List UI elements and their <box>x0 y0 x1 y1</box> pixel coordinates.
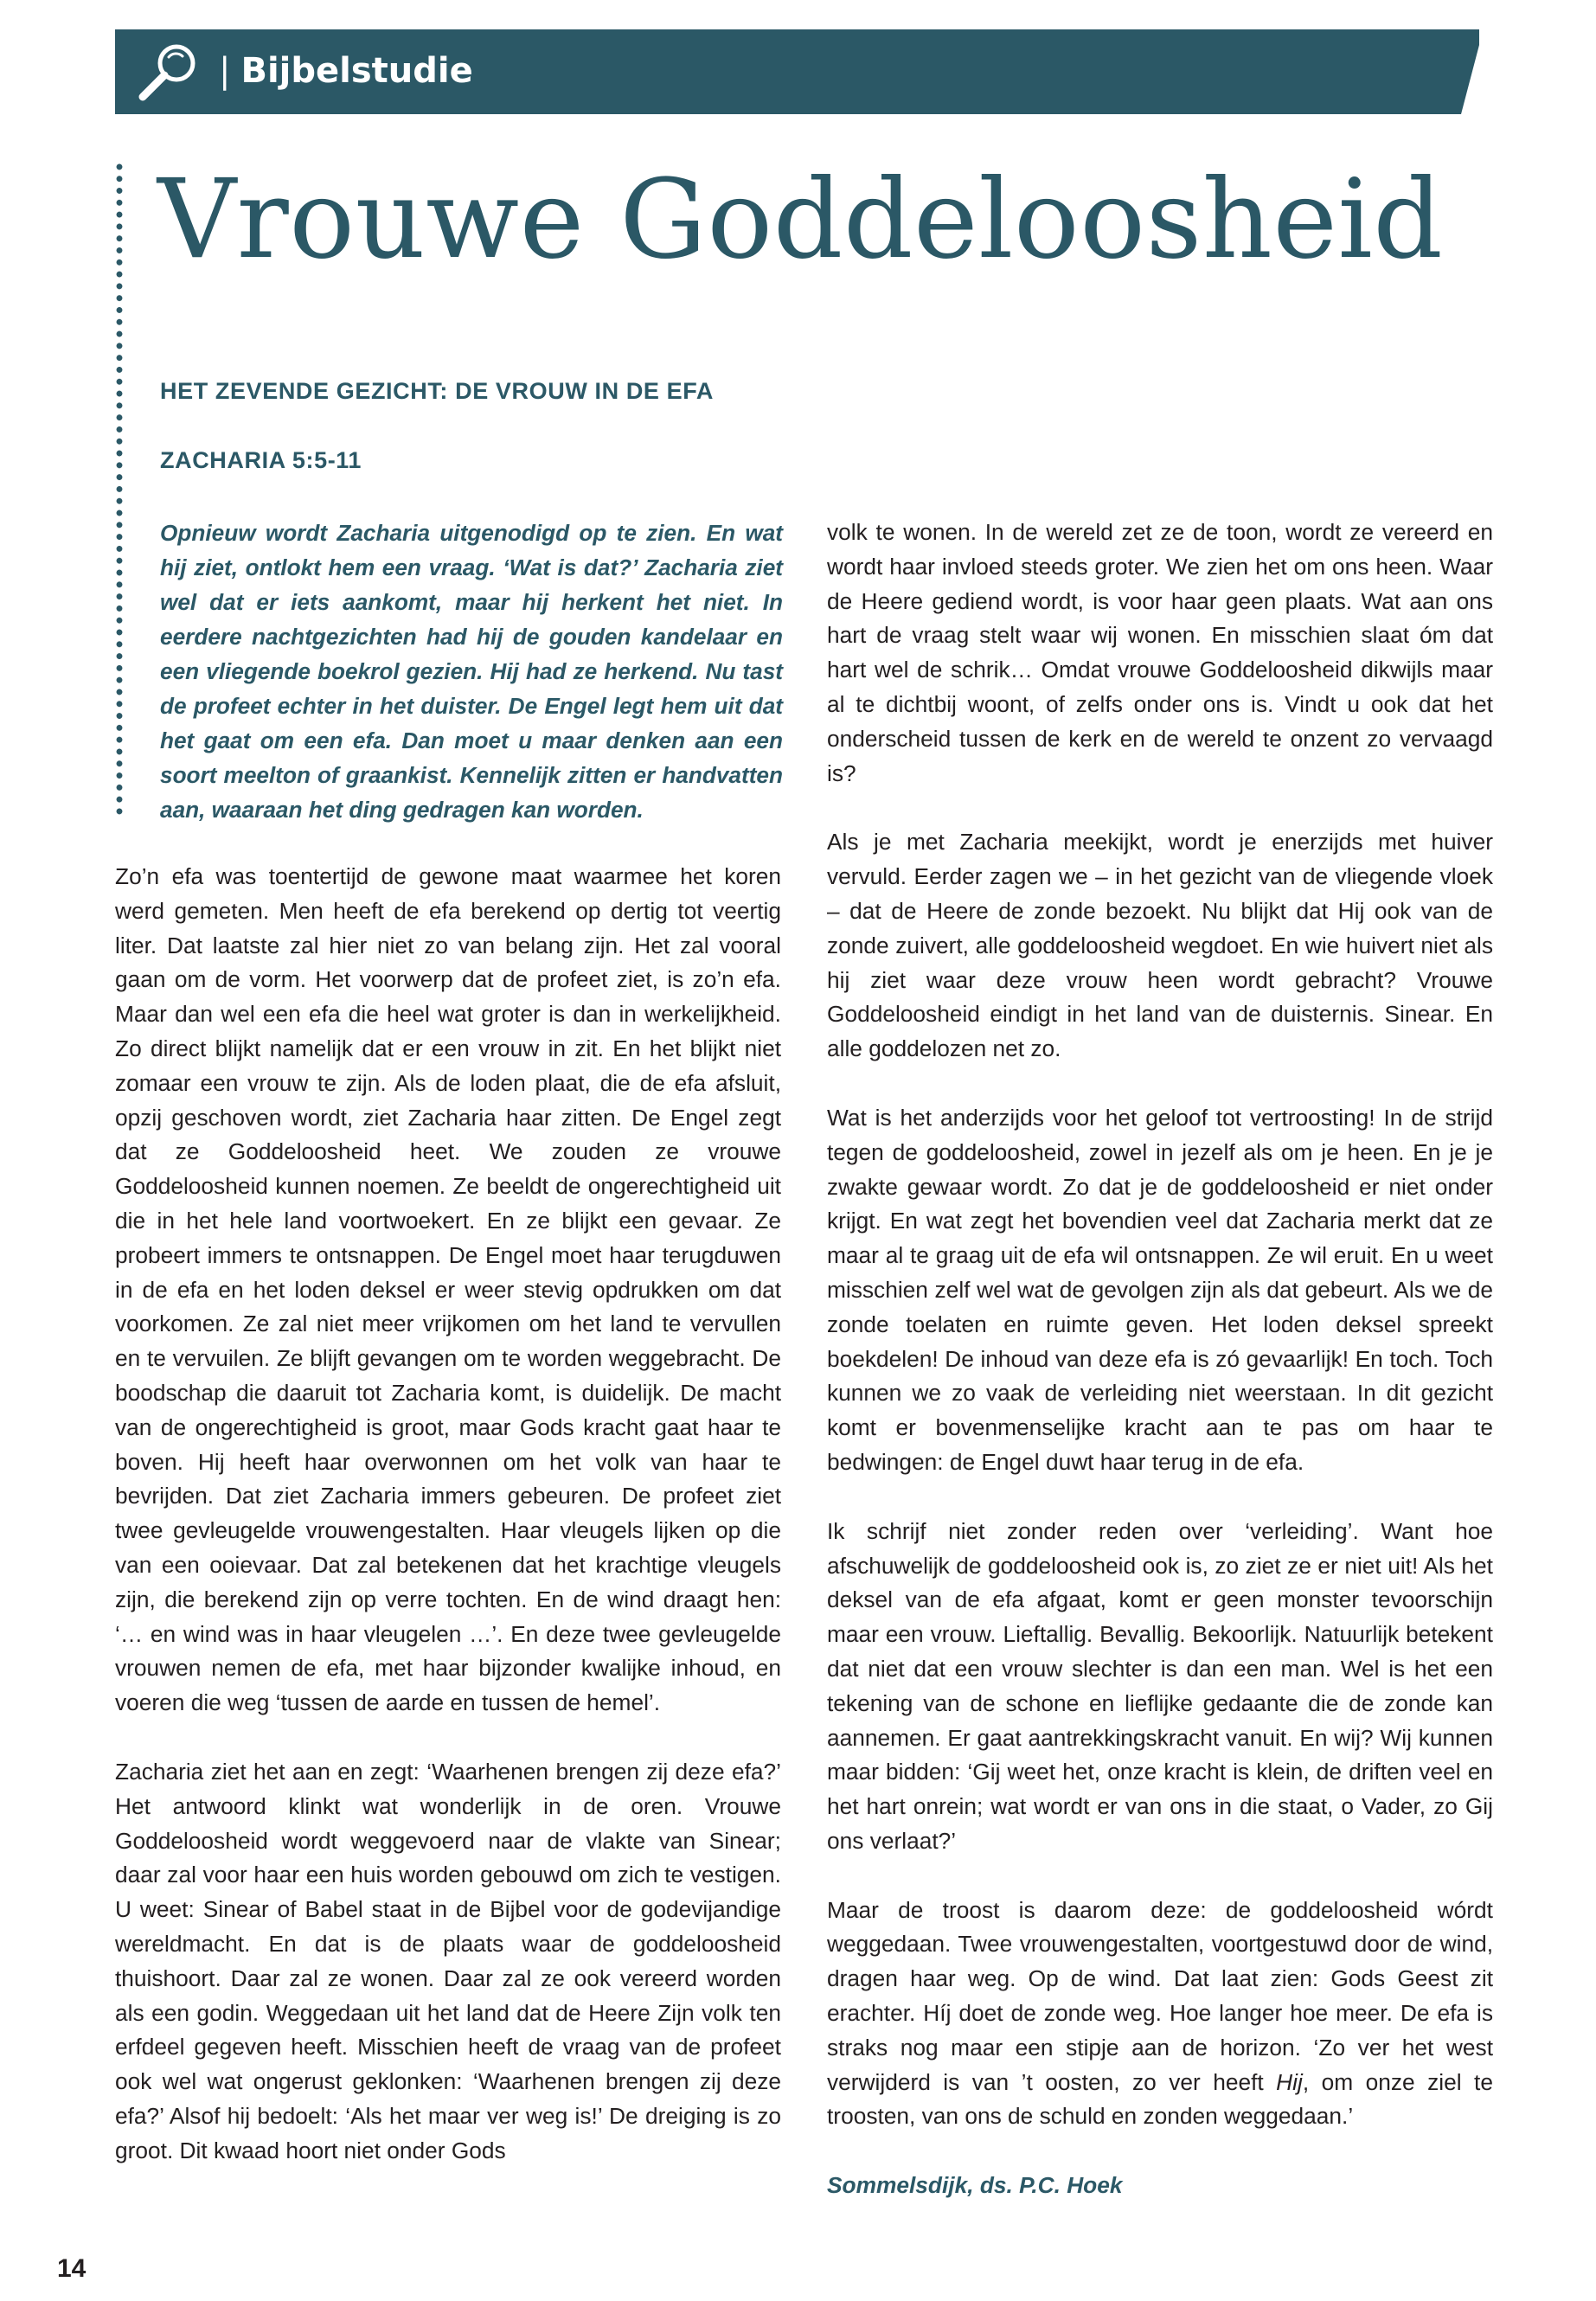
body-paragraph: Als je met Zacharia meekijkt, wordt je enerzijds met huiver vervuld. Eerder zagen we – in het gezicht van de vliegende vloek – dat de Heere de zonde bezoekt. Nu blijkt dat Hij ook van de zonde zuivert, alle goddeloosheid wegdoet. En wie huivert niet als hij ziet waar deze vrouw heen wordt gebracht? Vrouwe Goddeloosheid eindigt in het land van de duisternis. Sinear. En alle goddelozen net zo. <box>827 829 1493 1062</box>
body-paragraph: Ik schrijf niet zonder reden over ‘verleiding’. Want hoe afschuwelijk de goddeloosheid ook is, zo ziet ze er niet uit! Als het deksel van de efa afgaat, komt er geen monster tevoorschijn maar een vrouw. Lieftallig. Bevallig. Bekoorlijk. Natuurlijk betekent dat niet dat een vrouw slechter is dan een man. Wel is het een tekening van de schone en lieflijke gedaante die de zonde kan aannemen. Er gaat aantrekkingskracht vanuit. En wij? Wij kunnen maar bidden: ‘Gij weet het, onze kracht is klein, de driften veel en het hart onrein; wat wordt er van ons in die staat, o Vader, zo Gij ons verlaat?’ <box>827 1517 1493 1854</box>
article-title: Vrouwe Goddeloosheid <box>157 156 1444 283</box>
closing-emphasis: Hij <box>1276 2068 1303 2095</box>
page-number: 14 <box>57 2254 87 2283</box>
body-paragraph: volk te wonen. In de wereld zet ze de toon, wordt ze vereerd en wordt haar invloed steeds groter. We zien het om ons heen. Waar de Heere gediend wordt, is voor haar geen plaats. Wat aan ons hart de vraag stelt waar wij wonen. En misschien slaat óm dat hart wel de schrik… Omdat vrouwe Goddeloosheid dikwijls maar al te dichtbij woont, of zelfs onder ons is. Vindt u ook dat het onderscheid tussen de kerk en de wereld te onzent zo vervaagd is? <box>827 519 1493 786</box>
left-column <box>115 860 781 2202</box>
closing-paragraph <box>827 1894 1493 2135</box>
dotted-rule <box>114 161 125 818</box>
body-paragraph: Wat is het anderzijds voor het geloof tot vertroosting! In de strijd tegen de goddeloosheid, zowel in jezelf als om je heen. En je je zwakte gewaar wordt. Zo dat je de goddeloosheid er niet onder krijgt. En wat zegt het bovendien veel dat Zacharia merkt dat ze maar al te graag uit de efa wil ontsnappen. Ze wil eruit. En u weet misschien zelf wel wat de gevolgen zijn als dat gebeurt. Als we de zonde toelaten en ruimte geven. Het loden deksel spreekt boekdelen! De inhoud van deze efa is zó gevaarlijk! En toch. Toch kunnen we zo vaak de verleiding niet weerstaan. In dit gezicht komt er bovenmenselijke kracht aan te pas om haar te bedwingen: de Engel duwt haar terug in de efa. <box>827 1104 1493 1475</box>
closing-text: Maar de troost is daarom deze: de goddeloosheid wórdt weggedaan. Twee vrouwengestalten, voortgestuwd door de wind, dragen haar weg. Op de wind. Dat laat zien: Gods Geest zit erachter. Híj doet de zonde weg. Hoe langer hoe meer. De efa is straks nog maar een stipje aan de horizon. ‘Zo ver het west verwijderd is van ’t oosten, zo ver heeft <box>827 1896 1493 2095</box>
intro-paragraph: Opnieuw wordt Zacharia uitgenodigd op te zien. En wat hij ziet, ontlokt hem een vraag. ‘Wat is dat?’ Zacharia ziet wel dat er iets aankomt, maar hij herkent het niet. In eerdere nachtgezichten had hij de gouden kandelaar en een vliegende boekrol gezien. Hij had ze herkend. Nu tast de profeet echter in het duister. De Engel legt hem uit dat het gaat om een efa. Dan moet u maar denken aan een soort meelton of graankist. Kennelijk zitten er handvatten aan, waaraan het ding gedragen kan worden. <box>160 520 783 823</box>
right-column <box>827 516 1493 2238</box>
author-signature: Sommelsdijk, ds. P.C. Hoek <box>827 2172 1123 2199</box>
section-label <box>219 45 473 97</box>
section-header <box>115 29 1479 114</box>
header-separator: | <box>219 51 231 91</box>
section-name: Bijbelstudie <box>240 51 473 91</box>
closing-text-end: , om onze ziel te troosten, van ons de schuld en zonden weggedaan.’ <box>827 2068 1493 2130</box>
article-subtitle: HET ZEVENDE GEZICHT: DE VROUW IN DE EFA <box>160 378 714 404</box>
body-paragraph: Zacharia ziet het aan en zegt: ‘Waarhenen brengen zij deze efa?’ Het antwoord klinkt wat wonderlijk in de oren. Vrouwe Goddeloosheid wordt weggevoerd naar de vlakte van Sinear; daar zal voor haar een huis worden gebouwd om zich te vestigen. U weet: Sinear of Babel staat in de Bijbel voor de godevijandige wereldmacht. En dat is de plaats waar de goddeloosheid thuishoort. Daar zal ze wonen. Daar zal ze ook vereerd worden als een godin. Weggedaan uit het land dat de Heere Zijn volk ten erfdeel gegeven heeft. Misschien heeft de vraag van de profeet ook wel wat ongerust geklonken: ‘Waarhenen brengen zij deze efa?’ Alsof hij bedoelt: ‘Als het maar ver weg is!’ De dreiging is zo groot. Dit kwaad hoort niet onder Gods <box>115 1758 781 2163</box>
scripture-reference: ZACHARIA 5:5-11 <box>160 447 362 473</box>
magnifier-icon <box>134 38 203 107</box>
body-paragraph: Zo’n efa was toentertijd de gewone maat waarmee het koren werd gemeten. Men heeft de efa berekend op dertig tot veertig liter. Dat laatste zal hier niet zo van belang zijn. Het zal vooral gaan om de vorm. Het voorwerp dat de profeet ziet, is zo’n efa. Maar dan wel een efa die heel wat groter is dan in werkelijkheid. Zo direct blijkt namelijk dat er een vrouw in zit. En het blijkt niet zomaar een vrouw te zijn. Als de loden plaat, die de efa afsluit, opzij geschoven wordt, ziet Zacharia haar zitten. De Engel zegt dat ze Goddeloosheid heet. We zouden ze vrouwe Goddeloosheid kunnen noemen. Ze beeldt de ongerechtigheid uit die in het hele land voortwoekert. En ze blijkt een gevaar. Ze probeert immers te ontsnappen. De Engel moet haar terugduwen in de efa en het loden deksel er weer stevig opdrukken om dat voorkomen. Ze zal niet meer vrijkomen om het land te vervullen en te vervuilen. Ze blijft gevangen om te worden weggebracht. De boodschap die daaruit tot Zacharia komt, is duidelijk. De macht van de ongerechtigheid is groot, maar Gods kracht gaat haar te boven. Hij heeft haar overwonnen om het volk van haar te bevrijden. Dat ziet Zacharia immers gebeuren. De profeet ziet twee gevleugelde vrouwengestalten. Haar vleugels lijken op die van een ooievaar. Dat zal betekenen dat het krachtige vleugels zijn, die berekend zijn op verre tochten. En de wind draagt hen: ‘… en wind was in haar vleugelen …’. En deze twee gevleugelde vrouwen nemen de efa, met haar bijzonder kwalijke inhoud, en voeren die weg ‘tussen de aarde en tussen de hemel’. <box>115 863 781 1716</box>
